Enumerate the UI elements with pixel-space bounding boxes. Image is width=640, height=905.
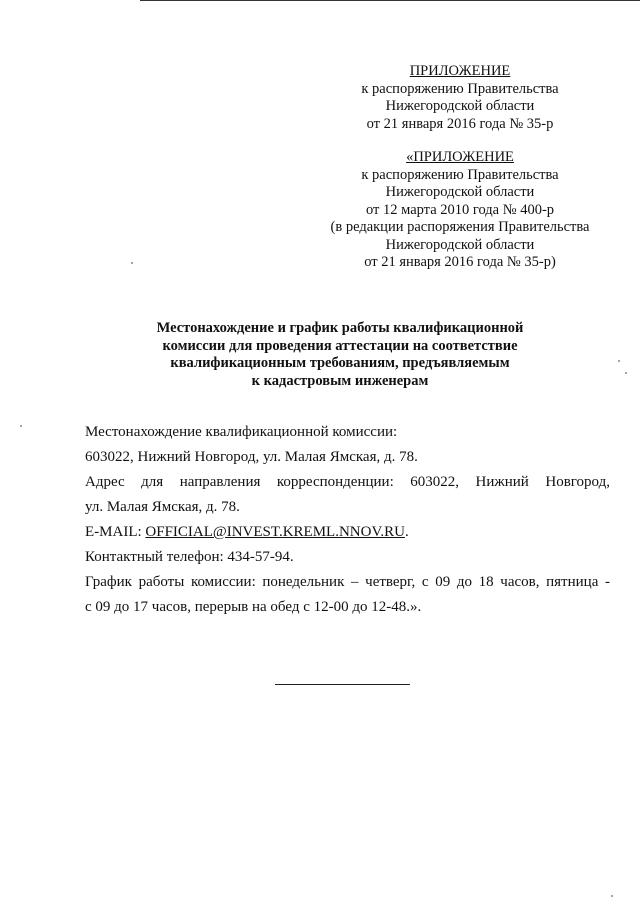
email-line bbox=[85, 520, 610, 545]
scan-speck bbox=[20, 425, 22, 427]
original-appendix-header bbox=[310, 149, 610, 272]
document-title bbox=[120, 320, 560, 390]
appendix-line: к распоряжению Правительства bbox=[361, 80, 559, 97]
location-address: 603022, Нижний Новгород, ул. Малая Ямская, д. 78. bbox=[85, 449, 418, 465]
schedule-line: с 09 до 17 часов, перерыв на обед с 12-00 до 12-48.». bbox=[85, 599, 422, 615]
mail-address-line: Адрес для направления корреспонденции: 603022, Нижний Новгород, bbox=[85, 474, 610, 490]
original-appendix-line: Нижегородской области bbox=[385, 184, 535, 200]
original-appendix-line: от 12 марта 2010 года № 400-р bbox=[365, 201, 555, 218]
scan-speck bbox=[618, 360, 620, 362]
original-appendix-line: от 21 января 2016 года № 35-р) bbox=[364, 254, 556, 270]
phone-line: Контактный телефон: 434-57-94. bbox=[85, 549, 294, 565]
original-appendix-line: (в редакции распоряжения Правительства bbox=[330, 219, 590, 235]
top-edge-line bbox=[140, 0, 640, 1]
scan-speck bbox=[131, 262, 133, 264]
location-label: Местонахождение квалификационной комиссии: bbox=[85, 424, 398, 440]
appendix-header bbox=[330, 63, 590, 133]
original-appendix-line: Нижегородской области bbox=[385, 236, 535, 253]
appendix-line: от 21 января 2016 года № 35-р bbox=[366, 115, 554, 132]
original-appendix-line: к распоряжению Правительства bbox=[361, 166, 559, 183]
title-line: к кадастровым инженерам bbox=[251, 372, 429, 389]
email-link[interactable]: OFFICIAL@INVEST.KREML.NNOV.RU bbox=[145, 524, 405, 540]
scan-speck bbox=[625, 372, 627, 374]
scan-speck bbox=[611, 895, 613, 897]
title-line: Местонахождение и график работы квалификационной bbox=[156, 320, 524, 336]
email-end: . bbox=[404, 524, 409, 540]
title-line: комиссии для проведения аттестации на соответствие bbox=[162, 337, 518, 354]
title-line: квалификационным требованиям, предъявляемым bbox=[170, 355, 510, 371]
schedule-line: График работы комиссии: понедельник – четверг, с 09 до 18 часов, пятница - bbox=[85, 574, 610, 590]
closing-rule bbox=[275, 684, 410, 685]
document-body bbox=[85, 420, 610, 620]
original-appendix-title: «ПРИЛОЖЕНИЕ bbox=[406, 149, 514, 165]
email-label: E-MAIL: bbox=[85, 524, 146, 540]
appendix-line: Нижегородской области bbox=[385, 98, 535, 114]
mail-address-line: ул. Малая Ямская, д. 78. bbox=[85, 499, 240, 515]
appendix-title: ПРИЛОЖЕНИЕ bbox=[409, 63, 511, 79]
